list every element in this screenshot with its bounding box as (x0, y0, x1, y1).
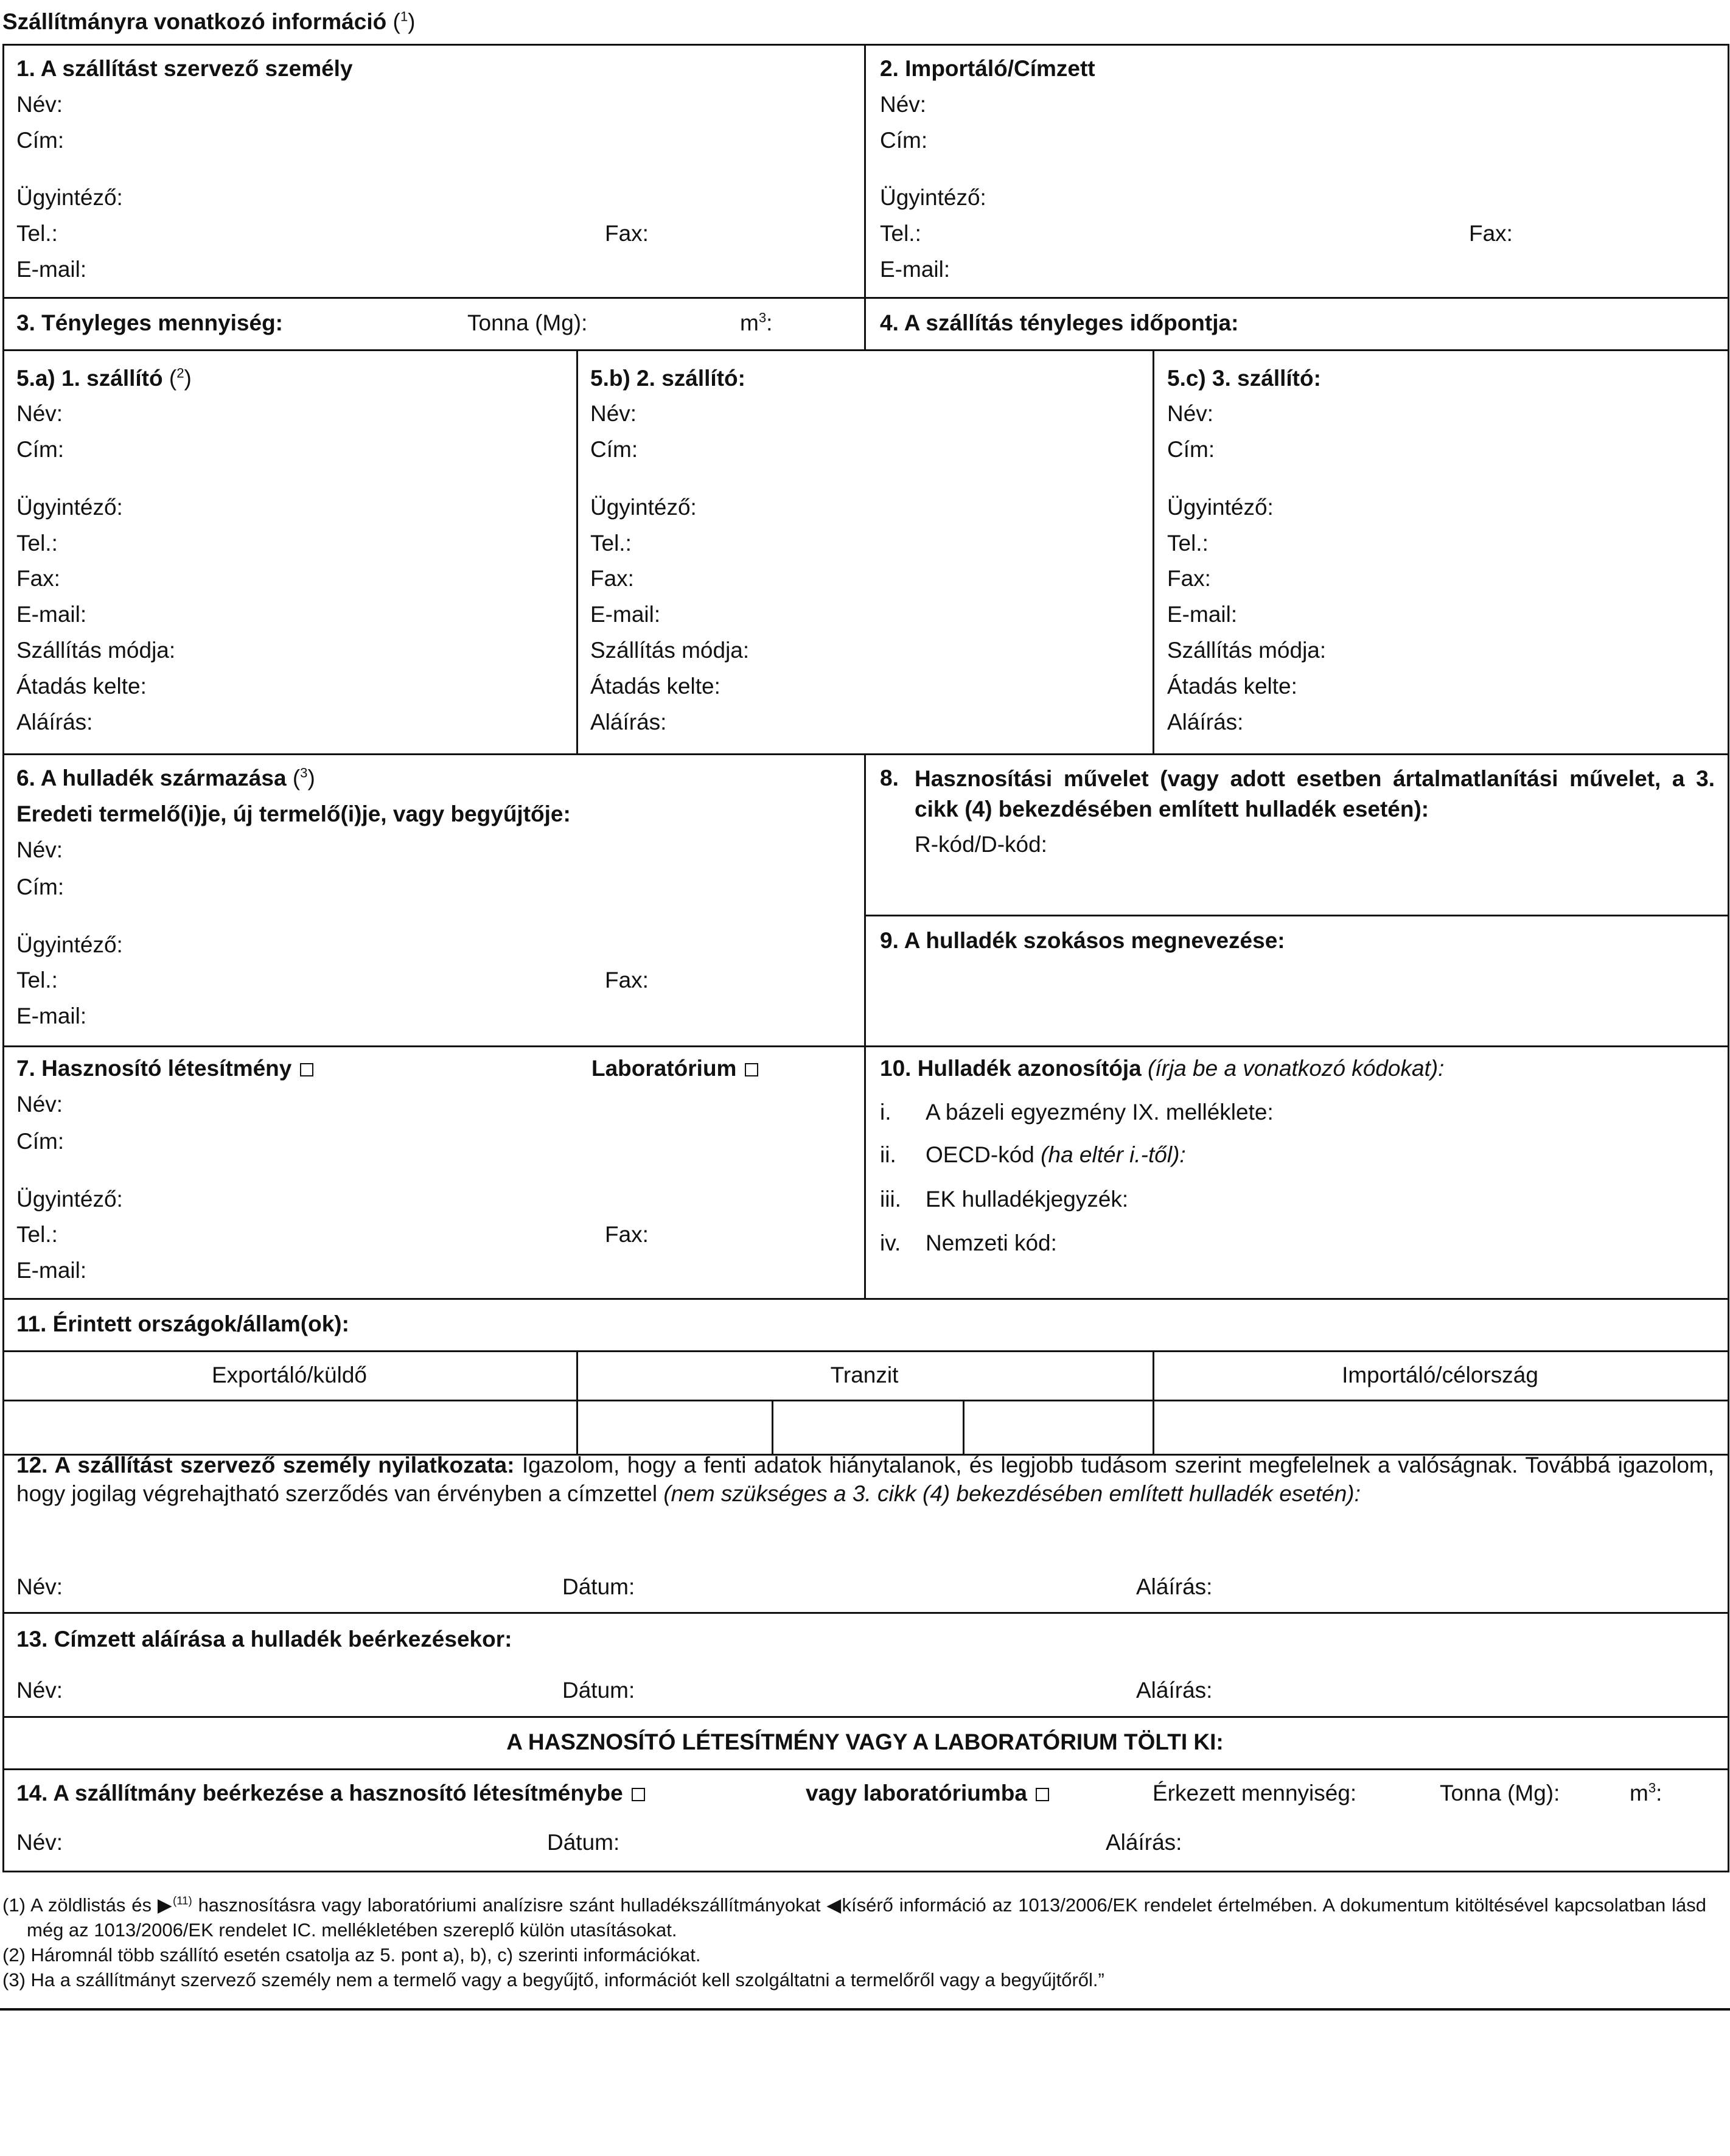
waste-code-item: EK hulladékjegyzék: (926, 1187, 1129, 1212)
tel-label: Tel.: (16, 1222, 58, 1247)
form-title-text: Szállítmányra vonatkozó információ (2, 9, 387, 34)
datum-label: Dátum: (562, 1574, 635, 1599)
divider (2, 349, 1729, 351)
laboratory-checkbox[interactable] (745, 1063, 758, 1076)
ugyintezo-label: Ügyintéző: (16, 1187, 123, 1212)
section-13-heading: 13. Címzett aláírása a hulladék beérkezésekor: (16, 1627, 512, 1652)
section-2-heading: 2. Importáló/Címzett (880, 56, 1095, 81)
fax-label: Fax: (590, 566, 634, 591)
column-exporter: Exportáló/küldő (211, 1362, 368, 1387)
divider (864, 44, 866, 349)
laboratory-label: Laboratórium (591, 1055, 758, 1083)
item-number: i. (880, 1100, 891, 1125)
tel-label: Tel.: (16, 221, 58, 246)
tel-label: Tel.: (1167, 531, 1209, 556)
section-12-declaration: 12. A szállítást szervező személy nyilatkozata: Igazolom, hogy a fenti adatok hiánytalanok, és legjobb tudásom szerint megfelelnek a valóságnak. Továbbá igazolom, hogy jogilag végrehajtható szerződés van érvényben a címzettel (nem szükséges a 3. cikk (4) bekezdésében említett hulladék esetén): (16, 1453, 1715, 1506)
fax-label: Fax: (605, 1222, 649, 1247)
section-10-heading: 10. Hulladék azonosítója (írja be a vonatkozó kódokat): (880, 1056, 1445, 1081)
insert-start-icon: ▶ (157, 1894, 173, 1916)
m3-label: $m^3$: (740, 310, 773, 335)
section-9-heading: 9. A hulladék szokásos megnevezése: (880, 928, 1285, 953)
email-label: E-mail: (16, 1003, 87, 1028)
atadas-kelte-label: Átadás kelte: (1167, 674, 1297, 699)
divider (2, 1400, 1729, 1401)
fax-label: Fax: (16, 566, 60, 591)
section-8-heading: Hasznosítási művelet (vagy adott esetben ártalmatlanítási művelet, a 3. cikk (4) bekezdésében említett hulladék esetén): (915, 766, 1715, 822)
divider (1153, 349, 1154, 753)
alairas-label: Aláírás: (1136, 1574, 1213, 1599)
ugyintezo-label: Ügyintéző: (16, 932, 123, 957)
atadas-kelte-label: Átadás kelte: (590, 674, 720, 699)
fax-label: Fax: (605, 221, 649, 246)
facility-banner: A HASZNOSÍTÓ LÉTESÍTMÉNY VAGY A LABORATÓRIUM TÖLTI KI: (506, 1729, 1224, 1754)
szallitas-modja-label: Szállítás módja: (16, 638, 176, 663)
datum-label: Dátum: (562, 1678, 635, 1703)
divider (772, 1400, 773, 1454)
datum-label: Dátum: (547, 1830, 620, 1855)
section-6-subheading: Eredeti termelő(i)je, új termelő(i)je, vagy begyűjtője: (16, 801, 571, 826)
email-label: E-mail: (16, 1258, 87, 1283)
section-11-heading: 11. Érintett országok/állam(ok): (16, 1311, 349, 1336)
tel-label: Tel.: (590, 531, 632, 556)
section-8-number: 8. (880, 766, 899, 790)
ugyintezo-label: Ügyintéző: (16, 185, 123, 210)
laboratory-checkbox[interactable] (1036, 1788, 1049, 1801)
tonna-label: Tonna (Mg): (467, 310, 588, 335)
nev-label: Név: (16, 1574, 63, 1599)
divider (2, 1871, 1729, 1872)
email-label: E-mail: (16, 602, 87, 627)
alairas-label: Aláírás: (590, 710, 667, 734)
cim-label: Cím: (16, 128, 65, 153)
nev-label: Név: (16, 1830, 63, 1855)
cim-label: Cím: (1167, 437, 1215, 462)
divider (2, 44, 1729, 46)
waste-code-item: Nemzeti kód: (926, 1230, 1057, 1255)
atadas-kelte-label: Átadás kelte: (16, 674, 147, 699)
form-title: Szállítmányra vonatkozó információ ($^1$) (2, 9, 416, 34)
footnote-1: (1) A zöldlistás és ▶$^{(11)}$ hasznosításra vagy laboratóriumi analízisre szánt hulladékszállítmányokat ◀kísérő információ az 1013/2006/EK rendelet értelmében. A dokumentum kitöltésével kapcsolatban lásd még az 1013/2006/EK rendelet IC. mellékletében szereplő külön utasításokat. (2, 1894, 1706, 1941)
section-1-heading: 1. A szállítást szervező személy (16, 56, 353, 81)
item-number: iii. (880, 1187, 901, 1212)
waste-code-item: OECD-kód (ha eltér i.-től): (926, 1142, 1186, 1167)
divider (2, 297, 1729, 299)
divider (2, 1298, 1729, 1300)
divider (2, 1716, 1729, 1718)
fax-label: Fax: (1167, 566, 1211, 591)
fax-label: Fax: (605, 968, 649, 993)
nev-label: Név: (16, 837, 63, 862)
nev-label: Név: (16, 1092, 63, 1117)
section-7-heading: 7. Hasznosító létesítmény (16, 1055, 313, 1083)
divider (2, 44, 4, 1872)
footnote-2: (2) Háromnál több szállító esetén csatolja az 5. pont a), b), c) szerinti információkat. (2, 1944, 701, 1966)
waste-code-item: A bázeli egyezmény IX. melléklete: (926, 1100, 1274, 1125)
cim-label: Cím: (16, 874, 65, 899)
email-label: E-mail: (16, 257, 87, 282)
tel-label: Tel.: (880, 221, 921, 246)
cim-label: Cím: (16, 1129, 65, 1154)
footnote-3: (3) Ha a szállítmányt szervező személy nem a termelő vagy a begyűjtő, információt kell szolgáltatni a termelőről vagy a begyűjtőről.” (2, 1969, 1104, 1990)
section-14-heading: 14. A szállítmány beérkezése a hasznosító létesítménybe (16, 1779, 645, 1807)
ugyintezo-label: Ügyintéző: (590, 495, 697, 520)
alairas-label: Aláírás: (16, 710, 93, 734)
tel-label: Tel.: (16, 968, 58, 993)
m3-label: $m^3$: (1630, 1780, 1662, 1805)
section-4-heading: 4. A szállítás tényleges időpontja: (880, 310, 1239, 335)
alairas-label: Aláírás: (1136, 1678, 1213, 1703)
divider (963, 1400, 964, 1454)
ugyintezo-label: Ügyintéző: (16, 495, 123, 520)
cim-label: Cím: (16, 437, 65, 462)
section-5a-heading: 5.a) 1. szállító ($^2$) (16, 365, 192, 391)
email-label: E-mail: (590, 602, 661, 627)
divider (864, 915, 1729, 916)
section-5c-heading: 5.c) 3. szállító: (1167, 366, 1321, 391)
cim-label: Cím: (590, 437, 638, 462)
insert-end-icon: ◀ (826, 1894, 842, 1916)
cim-label: Cím: (880, 128, 928, 153)
divider (2, 1612, 1729, 1614)
szallitas-modja-label: Szállítás módja: (590, 638, 750, 663)
ugyintezo-label: Ügyintéző: (880, 185, 986, 210)
r-d-code-label: R-kód/D-kód: (915, 832, 1047, 857)
laboratory-receipt-label: vagy laboratóriumba (806, 1779, 1049, 1807)
tel-label: Tel.: (16, 531, 58, 556)
recovery-facility-checkbox[interactable] (632, 1788, 645, 1801)
tonna-label: Tonna (Mg): (1440, 1781, 1560, 1805)
divider (2, 753, 1729, 755)
ugyintezo-label: Ügyintéző: (1167, 495, 1274, 520)
divider (576, 349, 578, 753)
received-quantity-label: Érkezett mennyiség: (1153, 1781, 1357, 1805)
divider (1728, 44, 1729, 1872)
divider (2, 1045, 1729, 1047)
nev-label: Név: (1167, 401, 1214, 426)
column-importer: Importáló/célország (1342, 1362, 1538, 1387)
divider (864, 753, 866, 1298)
section-3-heading: 3. Tényleges mennyiség: (16, 310, 284, 335)
section-6-heading: 6. A hulladék származása ($^3$) (16, 765, 315, 790)
divider (2, 1350, 1729, 1352)
item-number: iv. (880, 1230, 901, 1255)
nev-label: Név: (16, 401, 63, 426)
email-label: E-mail: (1167, 602, 1238, 627)
recovery-facility-checkbox[interactable] (300, 1063, 313, 1076)
divider (2, 1768, 1729, 1770)
divider (0, 2008, 1730, 2011)
szallitas-modja-label: Szállítás módja: (1167, 638, 1327, 663)
nev-label: Név: (16, 92, 63, 117)
nev-label: Név: (16, 1678, 63, 1703)
nev-label: Név: (880, 92, 927, 117)
section-5b-heading: 5.b) 2. szállító: (590, 366, 745, 391)
alairas-label: Aláírás: (1167, 710, 1244, 734)
item-number: ii. (880, 1142, 896, 1167)
nev-label: Név: (590, 401, 637, 426)
alairas-label: Aláírás: (1106, 1830, 1182, 1855)
email-label: E-mail: (880, 257, 950, 282)
fax-label: Fax: (1469, 221, 1513, 246)
column-transit: Tranzit (830, 1362, 899, 1387)
